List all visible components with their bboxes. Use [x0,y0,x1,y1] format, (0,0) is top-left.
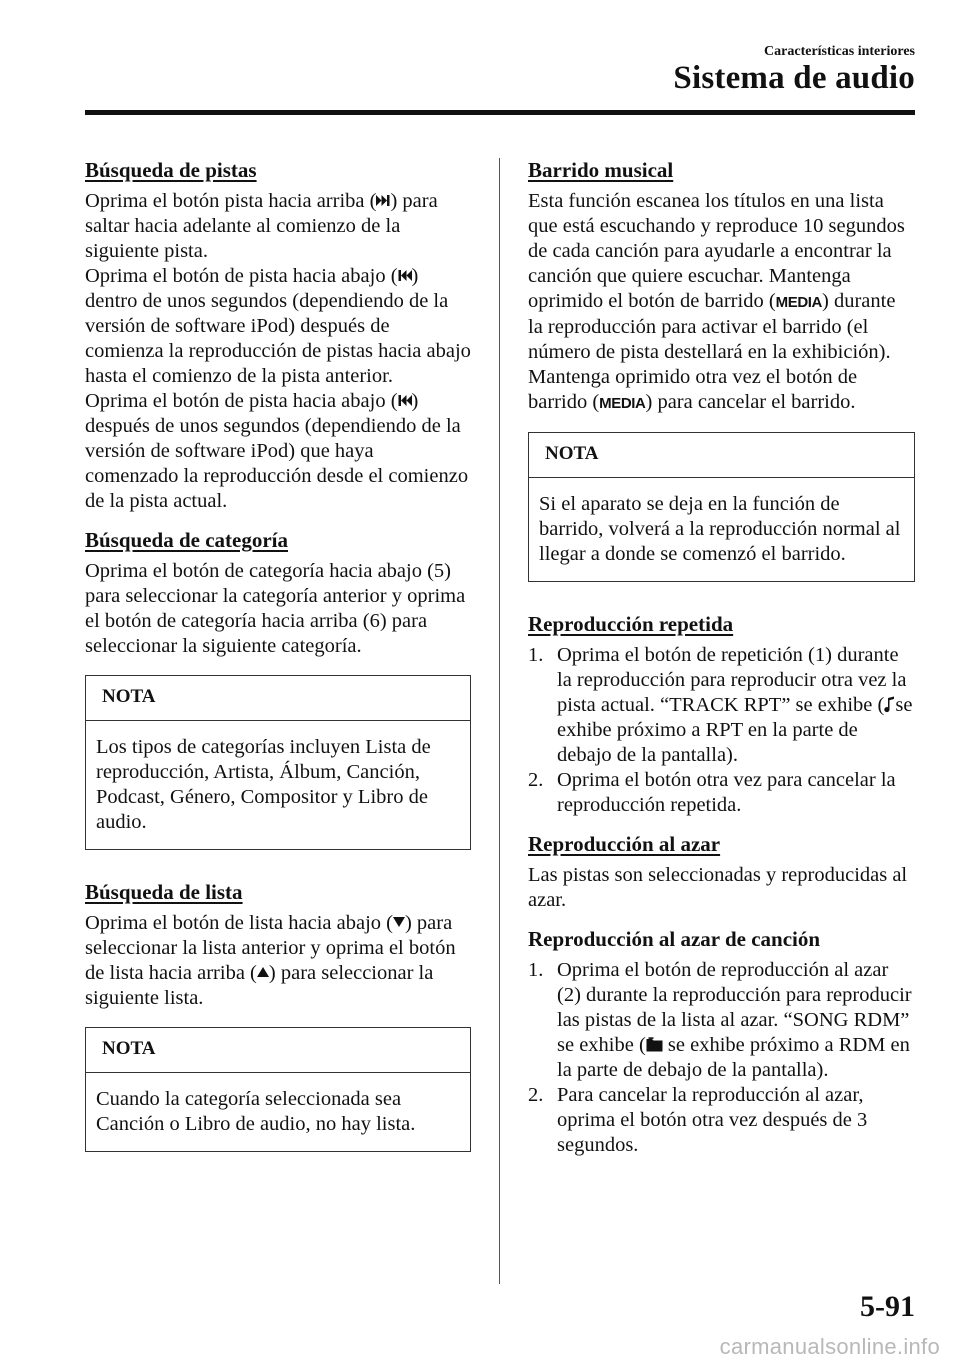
spacer [85,514,471,528]
spacer [528,913,915,927]
media-button-icon: MEDIA [599,395,646,412]
heading-reproduccion-azar: Reproducción al azar [528,832,721,856]
text: se exhibe próximo a RDM en la parte de debajo de la pantalla). [557,1034,910,1081]
right-column [528,158,915,1158]
text: Oprima el botón de pista hacia abajo ( [85,390,398,412]
media-button-icon: MEDIA [775,294,822,311]
heading-barrido-musical: Barrido musical [528,158,674,182]
text: ) para saltar hacia adelante al comienzo de la siguiente pista. [85,190,438,262]
text: se exhibe próximo a RPT en la parte de debajo de la pantalla). [557,694,913,766]
step-number: 1. [528,959,544,981]
spacer [528,582,915,612]
step-number: 1. [528,644,544,666]
text: Oprima el botón de reproducción al azar (2) durante la reproducción para reproducir las pistas de la lista al azar. “SONG RDM” se exhibe ( [557,959,912,1056]
text: ) para seleccionar la lista anterior y oprima el botón de lista hacia arriba ( [85,912,456,984]
text: Oprima el botón de repetición (1) durante la reproducción para reproducir otra vez la pista actual. “TRACK RPT” se exhibe ( [557,644,907,716]
text: Oprima el botón otra vez para cancelar la reproducción repetida. [557,769,896,816]
text: ) dentro de unos segundos (dependiendo de la versión de software iPod) después de comienza la reproducción de pistas hacia abajo hasta el comienzo de la pista anterior. [85,265,471,387]
paragraph-scan [528,189,915,416]
text: ) para cancelar el barrido. [645,391,856,413]
page-title: Sistema de audio [673,60,915,96]
note-text: Si el aparato se deja en la función de barrido, volverá a la reproducción normal al llegar a donde se comenzó el barrido. [539,493,901,565]
heading-busqueda-lista: Búsqueda de lista [85,880,243,904]
note-box-list [85,1027,471,1152]
step-number: 2. [528,1084,544,1106]
note-label: NOTA [86,1028,470,1073]
spacer [85,850,471,880]
track-down-icon [398,269,412,282]
left-column [85,158,471,1152]
paragraph-track-down-2 [85,389,471,514]
watermark: carmanualsonline.info [719,1334,940,1359]
heading-busqueda-pistas: Búsqueda de pistas [85,158,257,182]
paragraph-category: Oprima el botón de categoría hacia abajo (5) para seleccionar la categoría anterior y oprima el botón de categoría hacia arriba (6) para seleccionar la siguiente categoría. [85,560,466,657]
heading-azar-cancion: Reproducción al azar de canción [528,927,821,951]
random-steps [528,958,915,1158]
track-up-icon [376,194,390,207]
list-item [528,958,915,1083]
text: Esta función escanea los títulos en una lista que está escuchando y reproduce 10 segundos de cada canción para ayudarle a encontrar la canción que quiere escuchar. Mantenga oprimido el botón de barrido ( [528,190,905,312]
step-number: 2. [528,769,544,791]
paragraph-track-up [85,189,471,264]
heading-busqueda-categoria: Búsqueda de categoría [85,528,289,552]
column-divider [499,158,500,1284]
track-down-icon [398,394,412,407]
text: Oprima el botón de lista hacia abajo ( [85,912,393,934]
heading-reproduccion-repetida: Reproducción repetida [528,612,734,636]
list-item [528,768,915,818]
music-note-icon [884,696,895,713]
list-item [528,1083,915,1158]
note-label: NOTA [86,676,470,721]
text: ) después de unos segundos (dependiendo de la versión de software iPod) que haya comenzado la reproducción desde el comienzo de la pista actual. [85,390,469,512]
paragraph-list [85,911,471,1011]
text: Oprima el botón pista hacia arriba ( [85,190,377,212]
note-box-categories [85,675,471,850]
text: Oprima el botón de pista hacia abajo ( [85,265,398,287]
note-box-scan [528,432,915,582]
repeat-steps [528,643,915,818]
page-number: 5-91 [860,1290,915,1323]
header-rule [85,110,915,115]
folder-icon [646,1037,663,1052]
arrow-down-icon [393,916,405,928]
list-item [528,643,915,768]
note-text: Cuando la categoría seleccionada sea Canción o Libro de audio, no hay lista. [96,1088,416,1135]
paragraph-random: Las pistas son seleccionadas y reproducidas al azar. [528,864,908,911]
paragraph-track-down-1 [85,264,471,389]
text: Para cancelar la reproducción al azar, oprima el botón otra vez después de 3 segundos. [557,1084,868,1156]
text: ) durante la reproducción para activar el barrido (el número de pista destellará en la exhibición). Mantenga oprimido otra vez el botón de barrido ( [528,290,896,413]
arrow-up-icon [257,966,269,978]
text: ) para seleccionar la siguiente lista. [85,962,434,1009]
section-name: Características interiores [764,44,915,59]
note-label: NOTA [529,433,914,478]
note-text: Los tipos de categorías incluyen Lista de reproducción, Artista, Álbum, Canción, Podcast, Género, Compositor y Libro de audio. [96,736,431,833]
spacer [528,818,915,832]
